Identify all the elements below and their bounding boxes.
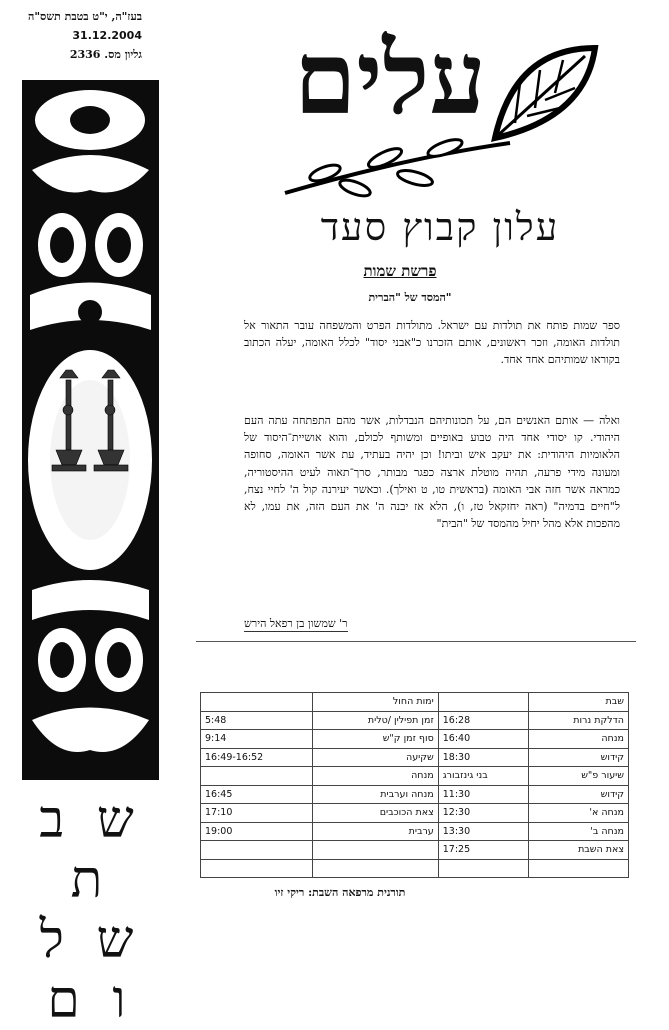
- table-cell: [313, 859, 438, 878]
- table-cell: 16:28: [438, 711, 528, 730]
- table-row: [201, 748, 629, 767]
- article-paragraph: ואלה — אותם האנשים הם, על תכונותיהם הנבדלות, אשר מהם התפתחה עתה העם היהודי. קו יסודי אחד היה טבוע באופיים ומשותף לכולם, והוא אושיית־היסוד של הלאומיות היהודית: את יעקב איש וביתו! וכן יהיה בעתיד, עת אשר האומה, סחופה ומעונה מידי פרעה, תהיה מוטלת ארצה כפגר מבותר, סרך־תאוה לעיט ההיסטוריה, כמראה אשר חזה אבי האומה (בראשית טו, ט ואילך). וכאשר יעירנה קול ה' לחיי נצח, ל"חיים בדמיה" (ראה יחזקאל טז, ו), הלא אז יבנה ה' את העם הזה, את עמו, לא מהפכות אלא מהל יחיל מהמסד של "הבית": [244, 414, 621, 531]
- table-cell: [313, 841, 438, 860]
- table-row: [201, 711, 629, 730]
- table-row: [201, 804, 629, 823]
- parasha-heading: פרשת שמות: [363, 262, 437, 280]
- issue-number: גליון מס. 2336: [69, 48, 142, 61]
- table-cell: [201, 841, 313, 860]
- table-cell: ערבית: [313, 822, 438, 841]
- article-paragraph: ספר שמות פותח את תולדות עם ישראל. מתולדות הפרט והמשפחה עובר התאור אל תולדות האומה, וזכר ראשונים, אותם הזכרנו כ"אבני יסוד" לכלל האומה, יעלה הכתוב בקוראו שמותיהם אחד אחד.: [244, 319, 620, 367]
- table-cell: 19:00: [201, 822, 313, 841]
- table-header-row: [201, 693, 629, 712]
- table-cell: [201, 859, 313, 878]
- table-cell: צאת השבת: [528, 841, 628, 860]
- table-cell: סוף זמן ק"ש: [313, 730, 438, 749]
- shabbat-shalom-greeting: [18, 790, 163, 1030]
- table-row: [201, 859, 629, 878]
- table-header-cell: ימות החול: [313, 693, 438, 712]
- table-cell: קידוש: [528, 785, 628, 804]
- duty-nurse-credit: תורנית מרפאה השבת: ריקי זיו: [274, 886, 406, 899]
- newsletter-logo: [265, 8, 610, 208]
- greeting-line-shabbat: ש ב ת: [39, 790, 142, 910]
- table-cell: [528, 859, 628, 878]
- table-header-cell: [438, 693, 528, 712]
- table-cell: מנחה: [313, 767, 438, 786]
- table-cell: 17:10: [201, 804, 313, 823]
- table-row: [201, 841, 629, 860]
- table-cell: קידוש: [528, 748, 628, 767]
- table-cell: מנחה: [528, 730, 628, 749]
- newsletter-subtitle: עלון קבוץ סעד: [320, 205, 560, 249]
- table-cell: [438, 859, 528, 878]
- gregorian-date: 31.12.2004: [72, 29, 142, 42]
- logo-title: עלים: [294, 19, 486, 137]
- table-cell: 5:48: [201, 711, 313, 730]
- table-row: [201, 785, 629, 804]
- table-cell: 13:30: [438, 822, 528, 841]
- table-cell: 11:30: [438, 785, 528, 804]
- table-cell: 16:45: [201, 785, 313, 804]
- article-author: [244, 617, 620, 630]
- table-cell: [201, 767, 313, 786]
- table-cell: 9:14: [201, 730, 313, 749]
- table-cell: צאת הכוכבים: [313, 804, 438, 823]
- floral-ornament-graphic: [22, 80, 159, 780]
- table-cell: מנחה ב': [528, 822, 628, 841]
- table-cell: מנחה א': [528, 804, 628, 823]
- table-header-cell: [201, 693, 313, 712]
- table-cell: שיעור פ"ש: [528, 767, 628, 786]
- table-cell: שקיעה: [313, 748, 438, 767]
- prayer-times-table: [200, 692, 629, 878]
- table-cell: הדלקת נרות: [528, 711, 628, 730]
- greeting-line-shalom: ש ל ו ם: [39, 910, 142, 1030]
- table-cell: 12:30: [438, 804, 528, 823]
- ornamental-border: [22, 80, 159, 780]
- table-cell: בני גינזבורג: [438, 767, 528, 786]
- table-cell: 17:25: [438, 841, 528, 860]
- table-row: [201, 767, 629, 786]
- table-cell: 18:30: [438, 748, 528, 767]
- article-title: המסד של "הברית": [368, 291, 452, 304]
- section-divider: [196, 641, 636, 642]
- table-row: [201, 822, 629, 841]
- table-row: [201, 730, 629, 749]
- table-cell: זמן תפילין /טלית: [313, 711, 438, 730]
- table-cell: 16:49-16:52: [201, 748, 313, 767]
- table-header-cell: שבת: [528, 693, 628, 712]
- table-cell: מנחה וערבית: [313, 785, 438, 804]
- hebrew-date: בעז"ה, י"ט בטבת תשס"ה: [28, 10, 142, 23]
- author-name: ר' שמשון בן רפאל הירש: [244, 617, 348, 630]
- table-cell: 16:40: [438, 730, 528, 749]
